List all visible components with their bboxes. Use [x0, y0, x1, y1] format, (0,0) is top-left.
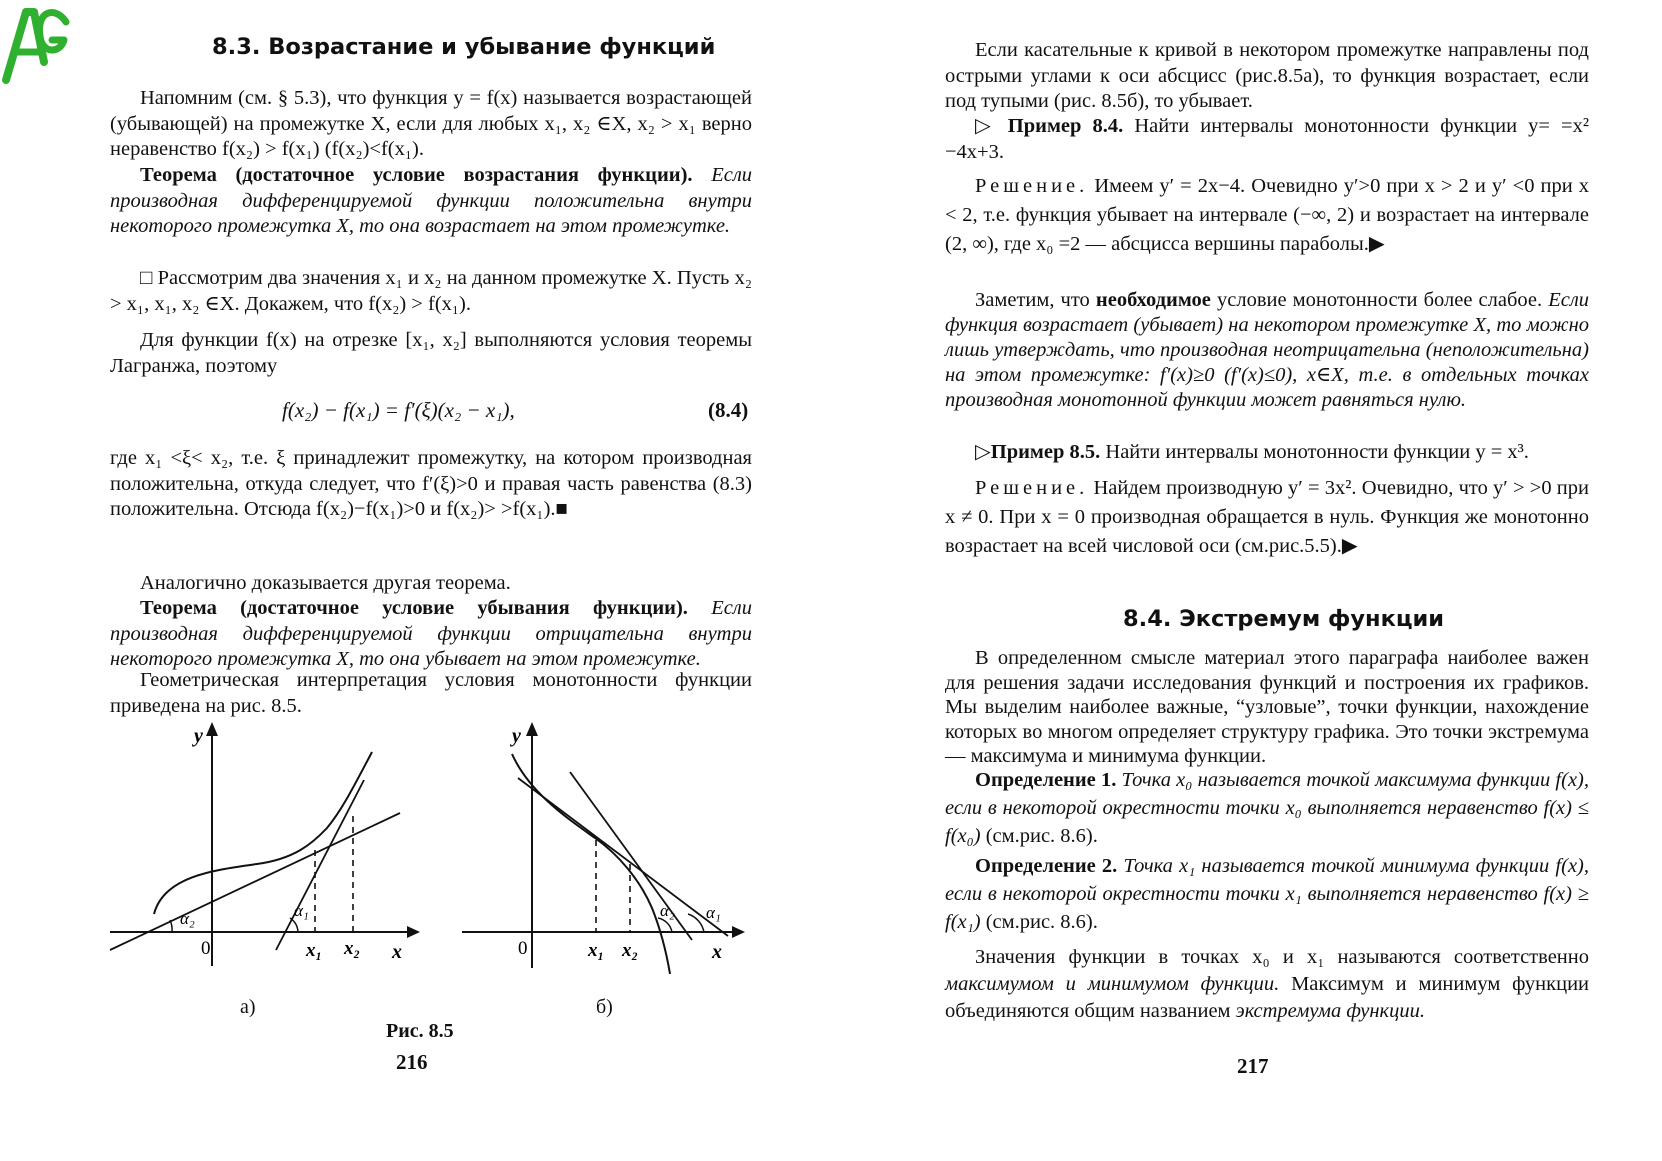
page-number-right: 217 — [1237, 1054, 1269, 1078]
paragraph-necessary-condition: Заметим, что необходимое условие монотонности более слабое. Если функция возрастает (убывает) на некотором промежутке X, то можно лишь утверждать, что производная неотрицательна (неположительна) на этом промежутке: f′(x)≥0 (f′(x)≤0), x∈X, т.е. в отдельных точках производная монотонной функции может равняться нулю. — [945, 289, 1590, 411]
theorem-body: Если производная дифференцируемой функции положительна внутри некоторого промежутка X, то она возрастает на этом промежутке. — [110, 164, 753, 237]
paragraph-proof-start: □ Рассмотрим два значения x₁ и x₂ на данном промежутке X. Пусть x₂ > x₁, x₁, x₂ ∈X. Докажем, что f(x₂) > f(x₁). — [110, 267, 752, 315]
x1-label: x₁ — [306, 940, 323, 961]
definition-title: Определение 2. — [975, 855, 1118, 877]
solution-body: Имеем y′ = 2x−4. Очевидно y′>0 при x > 2 и y′ <0 при x < 2, т.е. функция убывает на интервале (−∞, 2) и возрастает на интервале (2, ∞), где x₀ =2 — абсцисса вершины параболы.▶ — [945, 175, 1590, 255]
x-label: x — [712, 941, 722, 963]
alpha1-label: α₁ — [294, 901, 309, 920]
definition-body: Точка x₀ называется точкой максимума функции f(x), если в некоторой окрестности точки x₀ выполняется неравенство f(x) ≤ f(x₀) — [945, 769, 1590, 847]
theorem-title: Теорема (достаточное условие убывания функции). — [140, 597, 688, 619]
x2-label: x₂ — [344, 938, 361, 959]
figure-label-a: а) — [240, 996, 256, 1018]
equation-number: (8.4) — [708, 398, 749, 422]
theorem-increasing — [110, 163, 752, 240]
example-title: ▷Пример 8.5. — [975, 441, 1101, 463]
alpha1-label: α₁ — [706, 903, 721, 922]
paragraph-proof-end: где x₁ <ξ< x₂, т.е. ξ принадлежит промежутку, на котором производная положительна, откуда следует, что f′(ξ)>0 и правая часть равенства (8.3) положительна. Отсюда f(x₂)−f(x₁)>0 и f(x₂)> >f(x₁).■ — [110, 447, 752, 520]
necessary-bold: необходимое — [1095, 289, 1211, 311]
alpha2-label: α₂ — [180, 909, 195, 928]
theorem-body: Если производная дифференцируемой функции отрицательна внутри некоторого промежутка X, то она убывает на этом промежутке. — [110, 597, 752, 670]
figure-8-5a — [102, 718, 422, 978]
theorem-title: Теорема (достаточное условие возрастания функции). — [140, 164, 693, 186]
solution-8-4 — [945, 172, 1589, 259]
example-8-5 — [945, 440, 1589, 466]
x2-label: x₂ — [622, 940, 639, 961]
definition-title: Определение 1. — [975, 769, 1117, 791]
ag-logo-icon — [0, 0, 72, 88]
x-axis-arrow-icon — [732, 926, 745, 938]
y-axis-arrow-icon — [206, 722, 218, 736]
paragraph-analogous: Аналогично доказывается другая теорема. — [140, 572, 511, 594]
solution-8-5 — [945, 474, 1589, 561]
y-axis-arrow-icon — [526, 722, 538, 736]
y-label: y — [512, 725, 521, 747]
figure-caption: Рис. 8.5 — [386, 1020, 454, 1042]
page-number-left: 216 — [396, 1050, 428, 1074]
example-8-4 — [945, 114, 1589, 165]
definition-2: Определение 2. Точка x₁ называется точкой минимума функции f(x), если в некоторой окрестности точки x₁ выполняется неравенство f(x) ≥ f(x₁) (см.рис. 8.6). — [945, 855, 1589, 933]
curve-increasing — [154, 752, 372, 914]
solution-label: Решение. — [975, 175, 1089, 197]
paragraph-extremum-values: Значения функции в точках x₀ и x₁ называются соответственно максимумом и минимумом функции. Максимум и минимум функции объединяются общим названием экстремума функции. — [945, 946, 1590, 1022]
solution-body: Найдем производную y′ = 3x². Очевидно, что y′ > >0 при x ≠ 0. При x = 0 производная обращается в нуль. Функция же монотонно возрастает на всей числовой оси (см.рис.5.5).▶ — [945, 477, 1589, 557]
origin-label: 0 — [201, 938, 211, 959]
section-heading-8-4: 8.4. Экстремум функции — [1123, 606, 1445, 632]
y-label: y — [194, 725, 203, 747]
paragraph-geometric: Геометрическая интерпретация условия монотонности функции приведена на рис. 8.5. — [110, 669, 752, 717]
paragraph-extremum-intro: В определенном смысле материал этого параграфа наиболее важен для решения задачи исследования функций и построения их графиков. Мы выделим наиболее важные, “узловые”, точки функции, нахождение которых во многом определяет структуру графика. Это точки экстремума — максимума и минимума функции. — [945, 647, 1589, 767]
solution-label: Решение. — [975, 477, 1089, 499]
definition-body: Точка x₁ называется точкой минимума функции f(x), если в некоторой окрестности точки x₁ выполняется неравенство f(x) ≥ f(x₁) — [945, 855, 1589, 933]
x1-label: x₁ — [588, 940, 605, 961]
x-axis-arrow-icon — [407, 926, 420, 938]
x-label: x — [392, 941, 402, 963]
definition-1: Определение 1. Точка x₀ называется точкой максимума функции f(x), если в некоторой окрестности точки x₀ выполняется неравенство f(x) ≤ f(x₀) (см.рис. 8.6). — [945, 769, 1590, 847]
example-title: ▷ Пример 8.4. — [975, 115, 1124, 137]
example-body: Найти интервалы монотонности функции y= =x² −4x+3. — [945, 115, 1589, 163]
section-heading-8-3: 8.3. Возрастание и убывание функций — [212, 34, 716, 60]
alpha2-label: α₂ — [660, 901, 675, 920]
paragraph-definition: Напомним (см. § 5.3), что функция y = f(x) называется возрастающей (убывающей) на промежутке X, если для любых x₁, x₂ ∈X, x₂ > x₁ верно неравенство f(x₂) > f(x₁) (f(x₂)<f(x₁). — [110, 87, 752, 160]
example-body: Найти интервалы монотонности функции y = x³. — [1105, 441, 1529, 463]
figure-8-5b — [460, 718, 760, 980]
tangent-line-1 — [110, 813, 400, 950]
tangent-line-1 — [518, 778, 728, 936]
paragraph-tangents: Если касательные к кривой в некотором промежутке направлены под острыми углами к оси абсцисс (рис.8.5а), то функция возрастает, если под тупыми (рис. 8.5б), то убывает. — [945, 39, 1589, 112]
theorem-decreasing — [110, 596, 752, 673]
paragraph-lagrange: Для функции f(x) на отрезке [x₁, x₂] выполняются условия теоремы Лагранжа, поэтому — [110, 329, 752, 377]
formula-8-4: f(x₂) − f(x₁) = f′(ξ)(x₂ − x₁), — [282, 398, 515, 422]
origin-label: 0 — [518, 938, 528, 959]
figure-label-b: б) — [596, 996, 613, 1018]
